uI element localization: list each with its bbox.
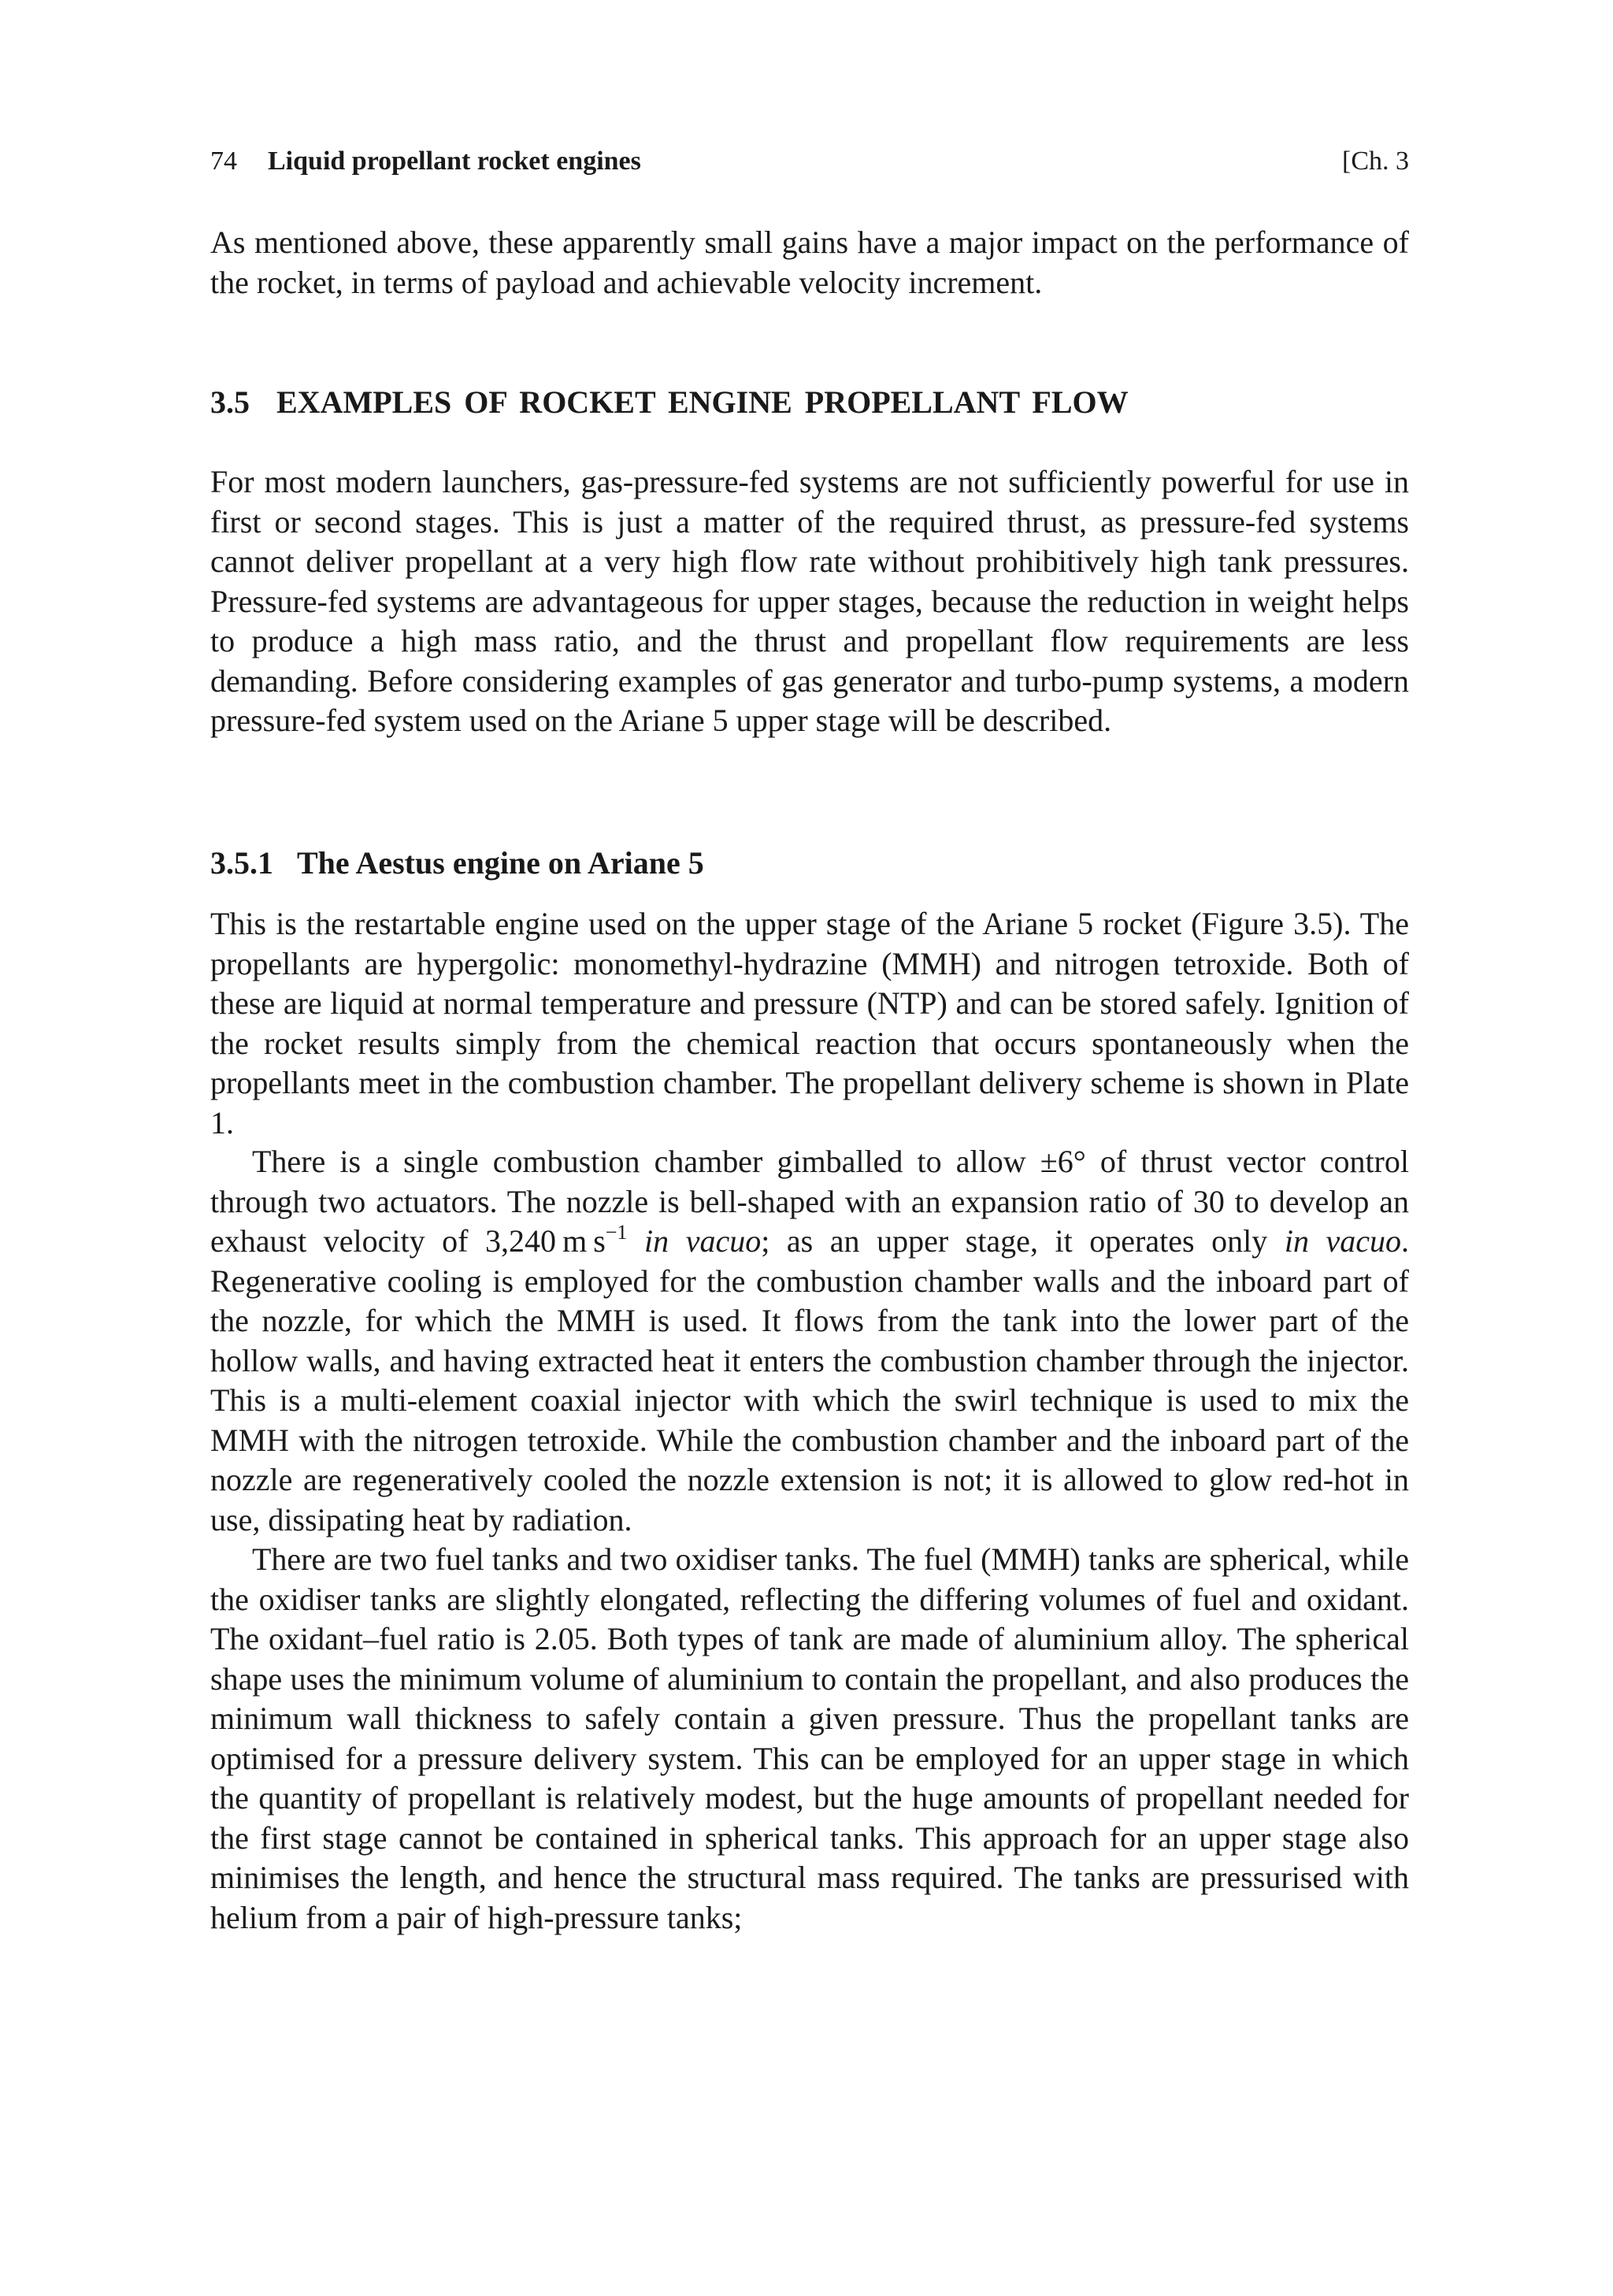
section-paragraph: For most modern launchers, gas-pressure-fed systems are not sufficiently powerful for use in first or second stages. This is just a matter of the required thrust, as pressure-fed systems cannot deliver propellant at a very high flow rate without prohibitively high tank pressures. Pressure-fed systems are advantageous for upper stages, because the reduction in weight helps to produce a high mass ratio, and the thrust and propellant flow requirements are less demanding. Before considering examples of gas generator and turbo-pump systems, a modern pressure-fed system used on the Ariane 5 upper stage will be described.	[210, 464, 1409, 738]
page-number: 74	[210, 147, 237, 176]
section-number: 3.5	[210, 384, 250, 420]
subsection-paragraph-2	[210, 1142, 1409, 1540]
in-vacuo-italic-2: in vacuo	[1284, 1223, 1402, 1259]
paragraph-2-part-1: There is a single combustion chamber gimballed to allow ±6° of thrust vector control through two actuators. The nozzle is bell-shaped with an expansion ratio of 30 to develop an exhaust velocity of 3,240 m s	[210, 1144, 1409, 1259]
section-title: EXAMPLES OF ROCKET ENGINE PROPELLANT FLOW	[276, 384, 1129, 420]
in-vacuo-italic-1: in vacuo	[644, 1223, 762, 1259]
paragraph-2-part-2: ; as an upper stage, it operates only	[761, 1223, 1285, 1259]
paragraph-2-part-3: . Regenerative cooling is employed for the combustion chamber walls and the inboard part of the nozzle, for which the MMH is used. It flows from the tank into the lower part of the hollow walls, and having extracted heat it enters the combustion chamber through the injector. This is a multi-element coaxial injector with which the swirl technique is used to mix the MMH with the nitrogen tetroxide. While the combustion chamber and the inboard part of the nozzle are regeneratively cooled the nozzle extension is not; it is allowed to glow red-hot in use, dissipating heat by radiation.	[210, 1223, 1410, 1537]
section-heading	[210, 383, 1409, 422]
intro-paragraph: As mentioned above, these apparently small gains have a major impact on the performance of the rocket, in terms of payload and achievable velocity increment.	[210, 224, 1409, 300]
chapter-label: [Ch. 3	[1342, 147, 1409, 176]
subsection-number: 3.5.1	[210, 845, 273, 881]
subsection-paragraph-1: This is the restartable engine used on the upper stage of the Ariane 5 rocket (Figure 3.5). The propellants are hypergolic: monomethyl-hydrazine (MMH) and nitrogen tetroxide. Both of these are liquid at normal temperature and pressure (NTP) and can be stored safely. Ignition of the rocket results simply from the chemical reaction that occurs spontaneously when the propellants meet in the combustion chamber. The propellant delivery scheme is shown in Plate 1.	[210, 906, 1409, 1141]
subsection-heading	[210, 844, 1409, 883]
running-head-title: Liquid propellant rocket engines	[268, 147, 641, 176]
subsection-title: The Aestus engine on Ariane 5	[297, 845, 704, 881]
unit-exponent: −1	[605, 1221, 628, 1244]
subsection-paragraph-3: There are two fuel tanks and two oxidiser tanks. The fuel (MMH) tanks are spherical, while the oxidiser tanks are slightly elongated, reflecting the differing volumes of fuel and oxidant. The oxidant–fuel ratio is 2.05. Both types of tank are made of aluminium alloy. The spherical shape uses the minimum volume of aluminium to contain the propellant, and also produces the minimum wall thickness to safely contain a given pressure. Thus the propellant tanks are optimised for a pressure delivery system. This can be employed for an upper stage in which the quantity of propellant is relatively modest, but the huge amounts of propellant needed for the first stage cannot be contained in spherical tanks. This approach for an upper stage also minimises the length, and hence the structural mass required. The tanks are pressurised with helium from a pair of high-pressure tanks;	[210, 1541, 1409, 1935]
running-head	[210, 143, 1409, 180]
